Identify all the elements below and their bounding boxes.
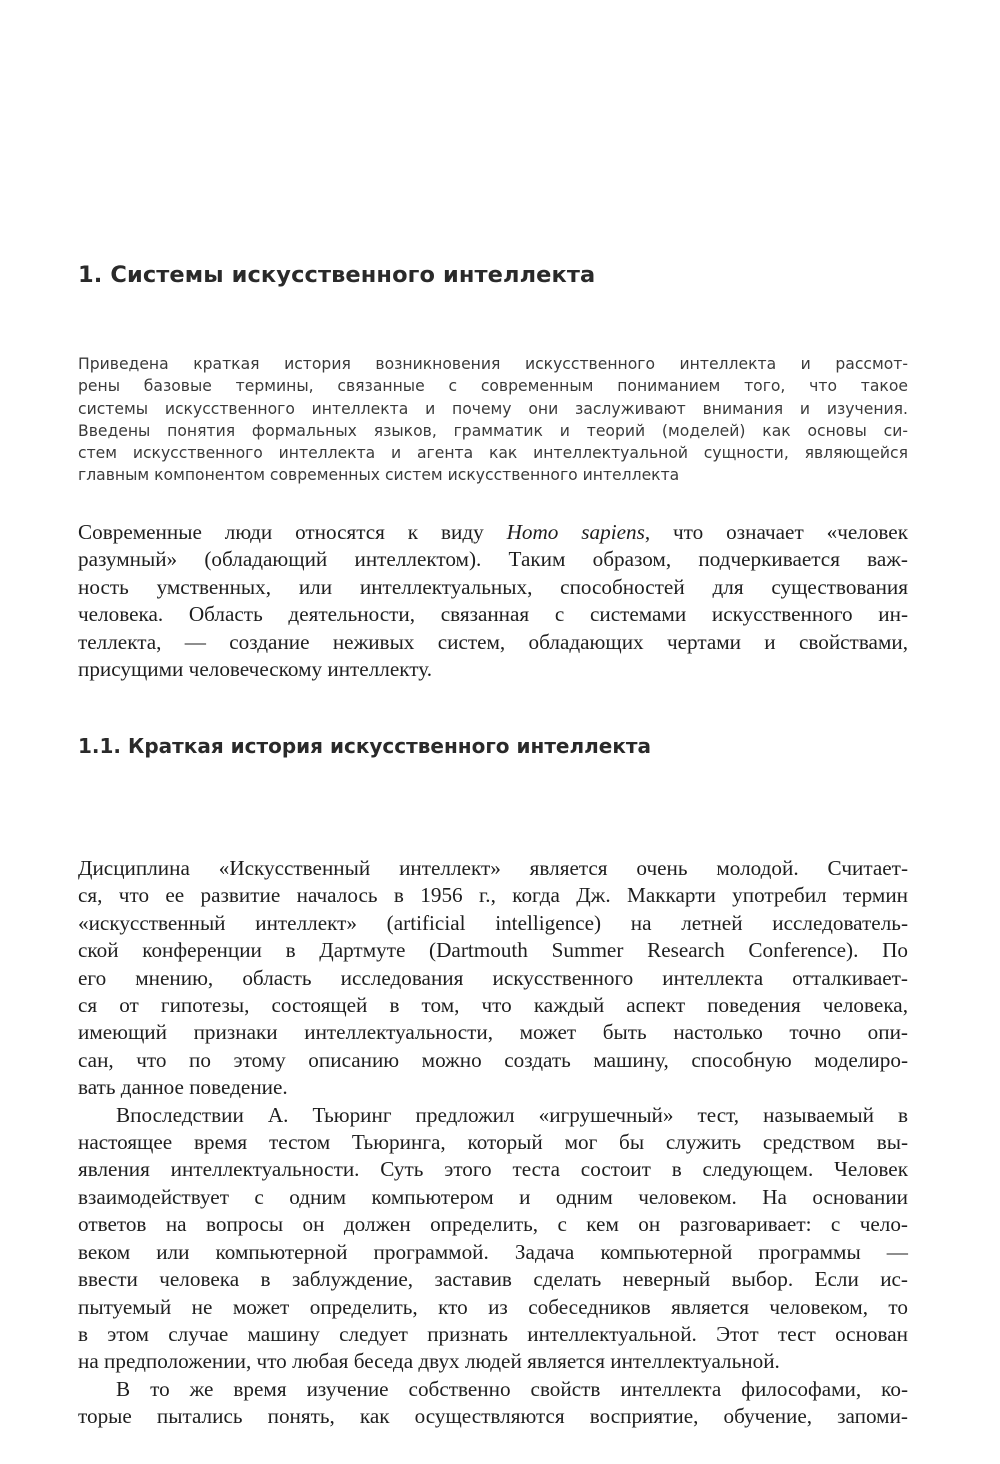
paragraph-line: ской конференции в Дартмуте (Dartmouth Summer Research Conference). По [78,938,908,963]
abstract-line: главным компонентом современных систем искусственного интеллекта [78,466,680,485]
intro-line: человека. Область деятельности, связанная с системами искусственного ин- [78,602,908,627]
abstract-line: Приведена краткая история возникновения искусственного интеллекта и рассмот- [78,355,908,373]
chapter-title: 1. Системы искусственного интеллекта [78,262,596,288]
paragraph-line: пытуемый не может определить, кто из собеседников является человеком, то [78,1294,908,1319]
paragraph-line: торые пытались понять, как осуществляются восприятие, обучение, запоми- [78,1404,908,1429]
paragraph-line: явления интеллектуальности. Суть этого теста состоит в следующем. Человек [78,1157,908,1182]
paragraph-line: «искусственный интеллект» (artificial intelligence) на летней исследователь- [78,910,908,935]
abstract-line: Введены понятия формальных языков, грамматик и теорий (моделей) как основы си- [78,421,908,440]
species-name: Homo sapiens [506,520,645,544]
paragraph-line: веком или компьютерной программой. Задача компьютерной программы — [78,1239,908,1264]
paragraph-line: ся, что ее развитие началось в 1956 г., когда Дж. Маккарти употребил термин [78,883,908,908]
paragraph-line: его мнению, область исследования искусственного интеллекта отталкивает- [78,965,908,990]
paragraph-line: на предположении, что любая беседа двух людей является интеллектуальной. [78,1349,780,1374]
intro-line: теллекта, — создание неживых систем, обладающих чертами и свойствами, [78,629,908,654]
intro-line: разумный» (обладающий интеллектом). Таким образом, подчеркивается важ- [78,547,908,572]
paragraph-line: сан, что по этому описанию можно создать машину, способную моделиро- [78,1047,908,1072]
paragraph-line: взаимодействует с одним компьютером и одним человеком. На основании [78,1184,908,1209]
intro-text: Современные люди относятся к виду [78,520,507,544]
paragraph-line: ответов на вопросы он должен определить, с кем он разговаривает: с чело- [78,1212,908,1237]
paragraph-line: В то же время изучение собственно свойств интеллекта философами, ко- [116,1376,908,1401]
paragraph-line: Дисциплина «Искусственный интеллект» является очень молодой. Считает- [78,856,908,880]
paragraph-line: ввести человека в заблуждение, заставив сделать неверный выбор. Если ис- [78,1267,908,1292]
chapter-abstract [78,353,908,487]
section-body [78,855,908,1431]
abstract-line: стем искусственного интеллекта и агента как интеллектуальной сущности, являющейся [78,444,908,463]
paragraph-line: настоящее время тестом Тьюринга, который мог бы служить средством вы- [78,1130,908,1155]
section-title: 1.1. Краткая история искусственного интеллекта [78,734,651,758]
abstract-line: рены базовые термины, связанные с современным пониманием того, что такое [78,377,908,396]
intro-line: присущими человеческому интеллекту. [78,657,433,682]
paragraph-line: Впоследствии А. Тьюринг предложил «игрушечный» тест, называемый в [116,1102,908,1127]
intro-line: ность умственных, или интеллектуальных, способностей для существования [78,574,908,599]
intro-line [78,519,908,546]
paragraph-line: вать данное поведение. [78,1075,288,1100]
paragraph-line: ся от гипотезы, состоящей в том, что каждый аспект поведения человека, [78,993,908,1018]
abstract-line: системы искусственного интеллекта и почему они заслуживают внимания и изучения. [78,399,908,418]
intro-text: , что означает «человек [644,520,908,544]
paragraph-line: в этом случае машину следует признать интеллектуальной. Этот тест основан [78,1321,908,1346]
intro-paragraph [78,519,908,683]
paragraph-line: имеющий признаки интеллектуальности, может быть настолько точно опи- [78,1020,908,1045]
